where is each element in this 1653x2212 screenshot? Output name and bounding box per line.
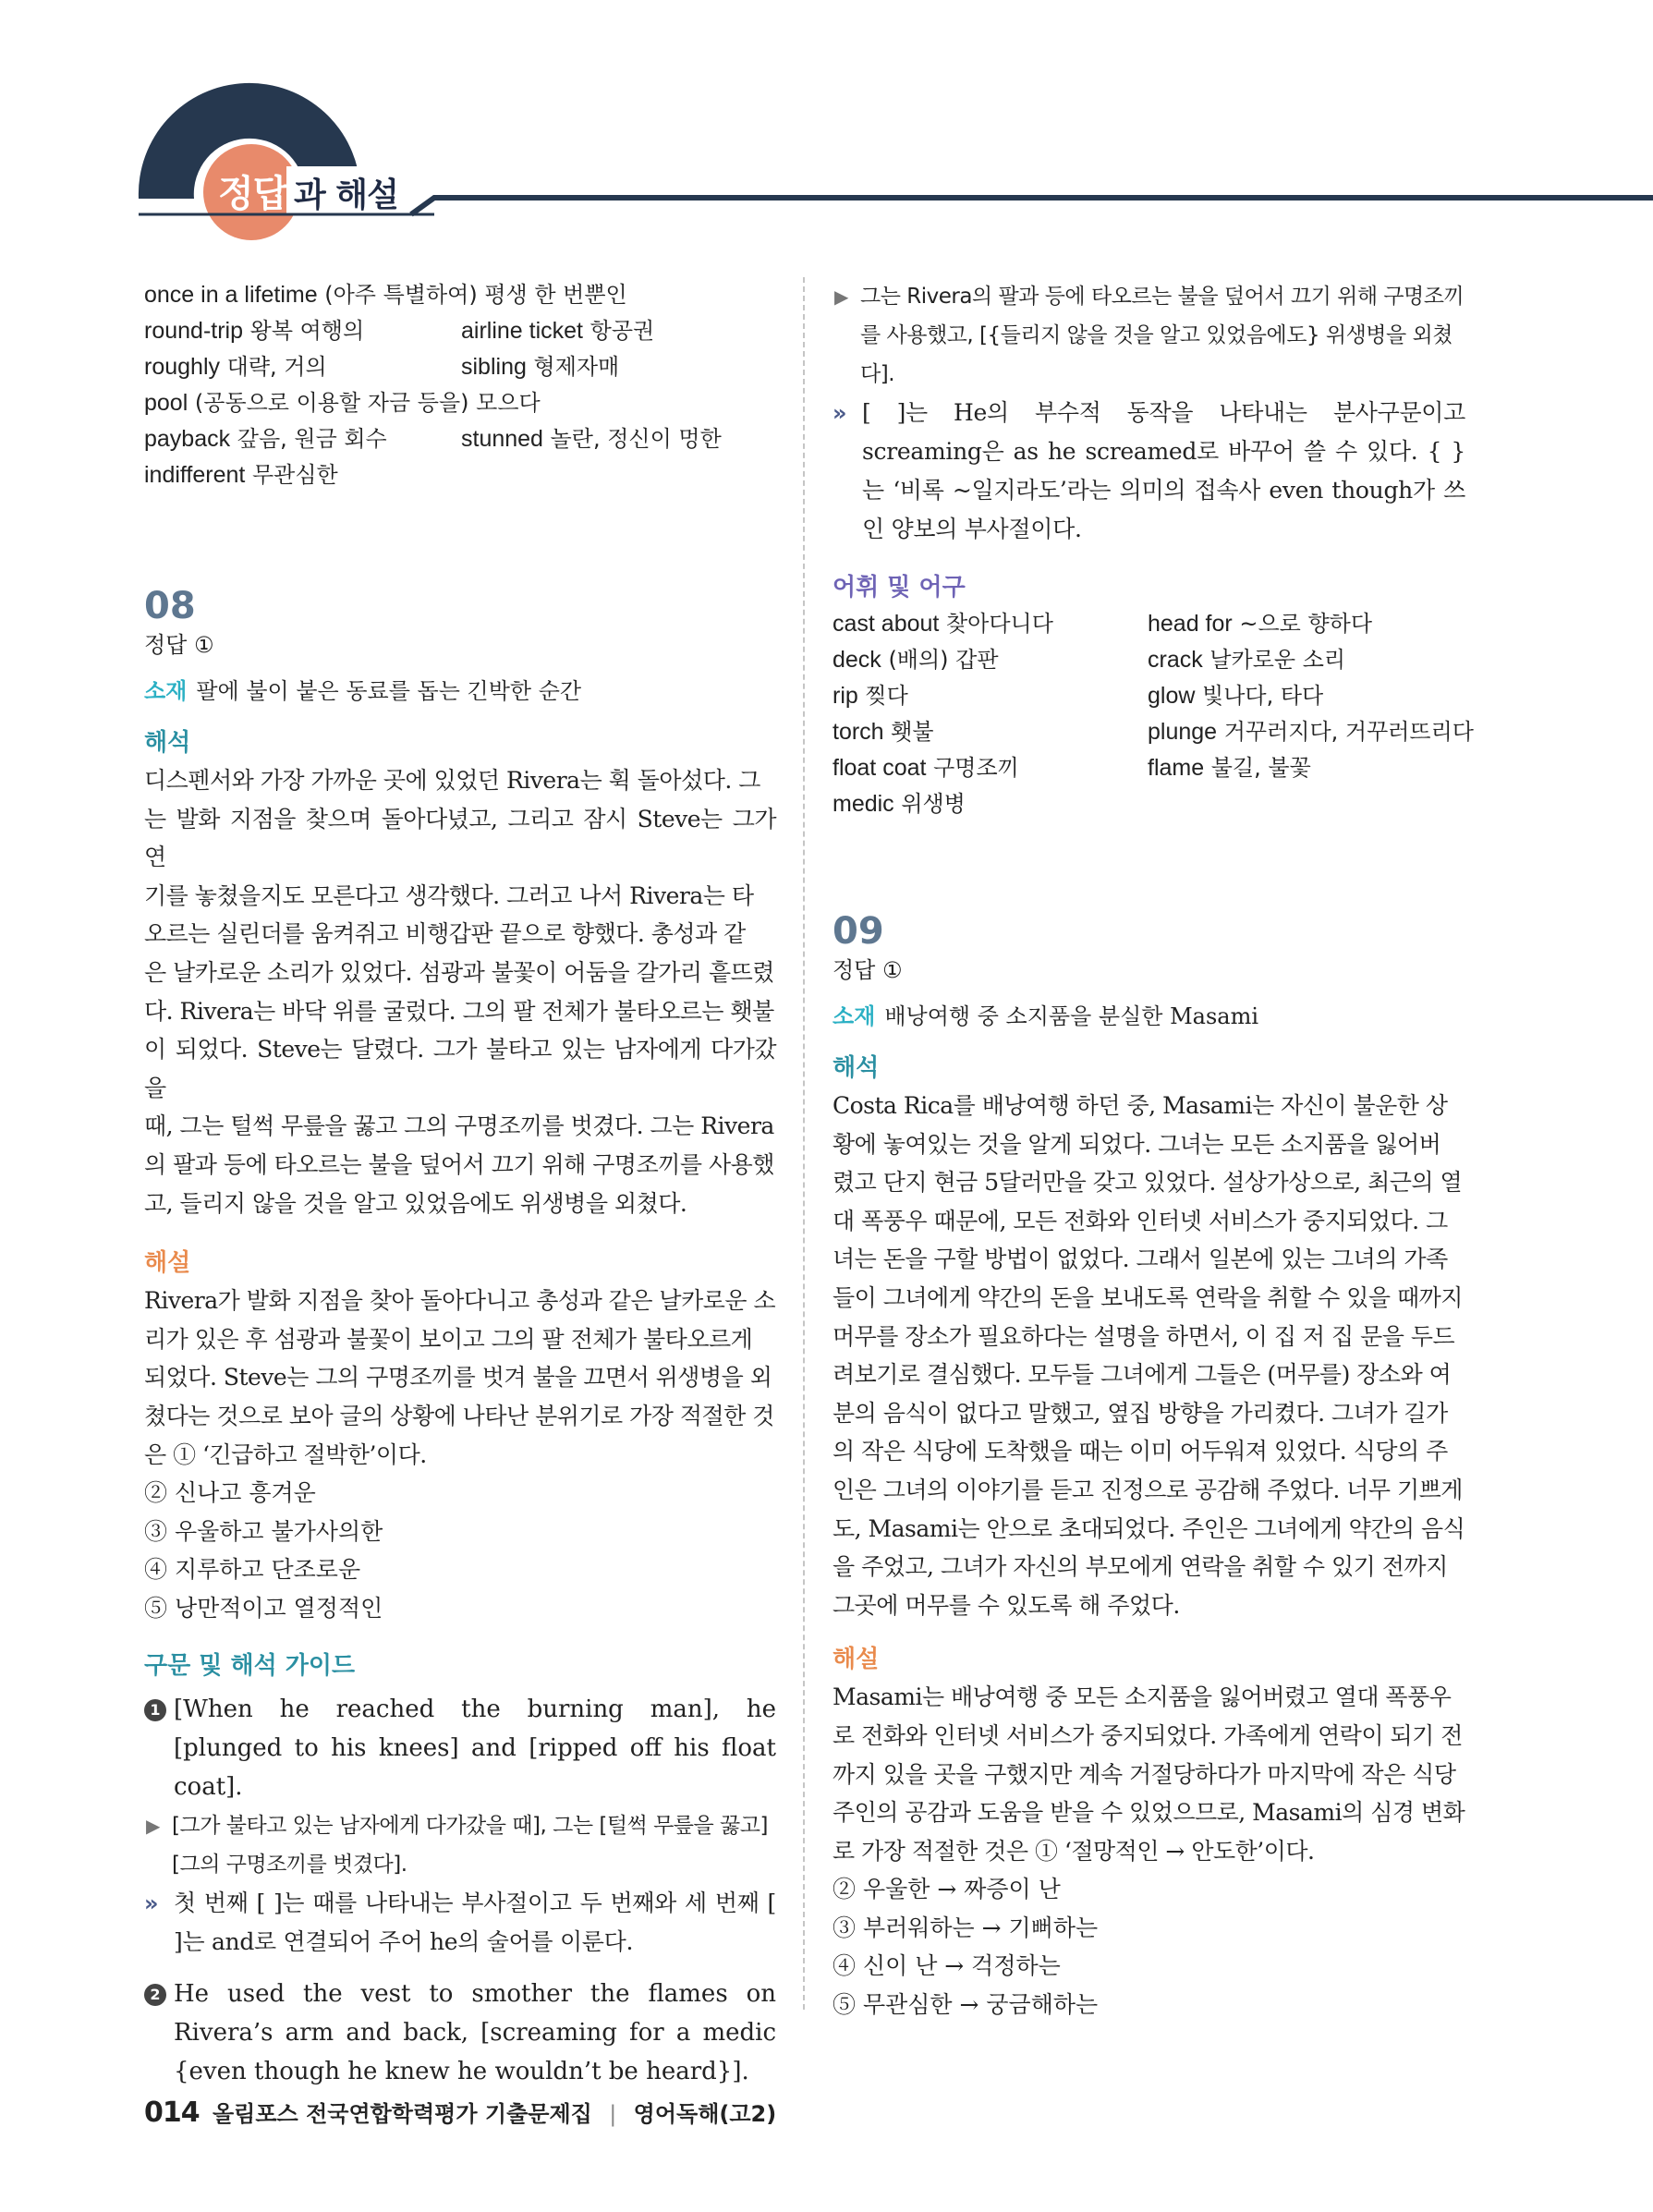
column-divider — [803, 277, 805, 2010]
vocab-item: glow 빛나다, 타다 — [1148, 683, 1324, 709]
vocab-item: medic 위생병 — [833, 791, 966, 817]
topic — [833, 996, 1465, 1037]
vocab-item: deck (배의) 갑판 — [833, 647, 999, 673]
topic-label: 소재 — [833, 1003, 876, 1029]
subject-title: 영어독해(고2) — [633, 2101, 777, 2127]
explanation-heading: 해설 — [144, 1249, 191, 1278]
vocab-item: rip 찢다 — [833, 683, 908, 709]
vocab-item — [461, 277, 776, 313]
answer-label: 정답 ① — [144, 632, 214, 658]
option-item: ⑤ 낭만적이고 열정적인 — [144, 1594, 383, 1622]
topic-label: 소재 — [144, 678, 188, 704]
topic-text: 팔에 불이 붙은 동료를 돕는 긴박한 순간 — [196, 678, 582, 704]
guide-sentence: He used the vest to smother the flames on Rivera’s arm and back, [screaming for a medic {even though he knew he wouldn’t be heard}]. — [174, 1980, 776, 2086]
explanation-text: Masami는 배낭여행 중 모든 소지품을 잃어버렸고 열대 폭풍우 로 전화와 인터넷 서비스가 중지되었다. 가족에게 연락이 되기 전 까지 있을 곳을 구했지만 계속 거절당하다가 마지막에 작은 식당 주인의 공감과 도움을 받을 수 있었으므로, Masami의 심경 변화 로 가장 적절한 것은 ① ‘절망적인 → 안도한’이다. — [833, 1683, 1465, 1865]
guide-sentence: [When he reached the burning man], he [plunged to his knees] and [ripped off his float coat]. — [174, 1695, 776, 1802]
guide-note: » [ ]는 He의 부수적 동작을 나타내는 분사구문이고 screaming은 as he screamed로 바꾸어 쓸 수 있다. { }는 ‘비록 ~일지라도’라는 의미의 접속사 even though가 쓰인 양보의 부사절이다. — [833, 394, 1465, 549]
vocab-item: stunned 놀란, 정신이 멍한 — [461, 426, 722, 452]
option-list — [833, 1870, 1465, 2024]
vocab-item: payback 갚음, 원금 회수 — [144, 426, 387, 452]
translation-heading: 해석 — [833, 1054, 880, 1082]
left-column — [144, 277, 776, 2091]
guide-item-2 — [144, 1975, 776, 2091]
vocab-heading: 어휘 및 어구 — [833, 574, 966, 602]
explanation-heading: 해설 — [833, 1646, 880, 1674]
vocab-item: sibling 형제자매 — [461, 354, 620, 380]
vocab-item: head for ~으로 향하다 — [1148, 611, 1373, 637]
question-number: 08 — [144, 585, 196, 627]
book-title: 올림포스 전국연합학력평가 기출문제집 — [212, 2101, 592, 2127]
vocab-item: indifferent 무관심한 — [144, 462, 338, 488]
guide-translation: ▶ [그가 불타고 있는 남자에게 다가갔을 때], 그는 [털썩 무릎을 꿇고] [그의 구명조끼를 벗겼다]. — [144, 1806, 776, 1884]
number-bullet-icon: 1 — [144, 1699, 166, 1721]
explanation-text: Rivera가 발화 지점을 찾아 돌아다니고 총성과 같은 날카로운 소 리가 있은 후 섬광과 불꽃이 보이고 그의 팔 전체가 불타오르게 되었다. Steve는 그의 구명조끼를 벗겨 불을 끄면서 위생병을 외 쳤다는 것으로 보아 글의 상황에 나타난 분위기로 가장 적절한 것 은 ① ‘긴급하고 절박한’이다. — [144, 1287, 776, 1468]
translation-text: Costa Rica를 배낭여행 하던 중, Masami는 자신이 불운한 상 황에 놓여있는 것을 알게 되었다. 그녀는 모든 소지품을 잃어버 렸고 단지 현금 5달러만을 갖고 있었다. 설상가상으로, 최근의 열 대 폭풍우 때문에, 모든 전화와 인터넷 서비스가 중지되었다. 그 녀는 돈을 구할 방법이 없었다. 그래서 일본에 있는 그녀의 가족 들이 그녀에게 약간의 돈을 보내도록 연락을 취할 수 있을 때까지 머무를 장소가 필요하다는 설명을 하면서, 이 집 저 집 문을 두드 려보기로 결심했다. 모두들 그녀에게 그들은 (머무를) 장소와 여 분의 음식이 없다고 말했고, 옆집 방향을 가리켰다. 그녀가 길가 의 작은 식당에 도착했을 때는 이미 어두워져 있었다. 식당의 주 인은 그녀의 이야기를 듣고 진정으로 공감해 주었다. 너무 기쁘게 도, Masami는 안으로 초대되었다. 주인은 그녀에게 약간의 음식 을 주었고, 그녀가 자신의 부모에게 연락을 취할 수 있기 전까지 그곳에 머무를 수 있도록 해 주었다. — [833, 1092, 1465, 1619]
header-title-main: 정답 — [218, 173, 288, 215]
footer-separator: | — [609, 2101, 617, 2127]
vocab-item: crack 날카로운 소리 — [1148, 647, 1346, 673]
vocab-item: flame 불길, 불꽃 — [1148, 755, 1311, 781]
vocab-item: float coat 구명조끼 — [833, 755, 1019, 781]
answer-label: 정답 ① — [833, 957, 903, 983]
guide-translation: ▶ 그는 Rivera의 팔과 등에 타오르는 불을 덮어서 끄기 위해 구명조끼를 사용했고, [{들리지 않을 것을 알고 있었음에도} 위생병을 외쳤다]. — [833, 277, 1465, 394]
option-item: ④ 신이 난 → 걱정하는 — [833, 1952, 1061, 1980]
vocab-list — [833, 606, 1474, 822]
vocab-item — [461, 457, 776, 493]
right-column — [833, 277, 1474, 2024]
page-header — [0, 0, 1653, 240]
vocab-item: roughly 대략, 거의 — [144, 354, 327, 380]
option-item: ③ 부러워하는 → 기뻐하는 — [833, 1914, 1099, 1941]
page-number: 014 — [144, 2097, 200, 2129]
guide-item-1 — [144, 1690, 776, 1806]
vocab-item: once in a lifetime (아주 특별하여) 평생 한 번뿐인 — [144, 282, 627, 308]
vocab-item: plunge 거꾸러지다, 거꾸러뜨리다 — [1148, 719, 1474, 745]
vocab-item: pool (공동으로 이용할 자금 등을) 모으다 — [144, 390, 541, 416]
translation-text: 디스펜서와 가장 가까운 곳에 있었던 Rivera는 휙 돌아섰다. 그 는 발화 지점을 찾으며 돌아다녔고, 그리고 잠시 Steve는 그가 연 기를 놓쳤을지도 모른다고 생각했다. 그러고 나서 Rivera는 타 오르는 실린더를 움켜쥐고 비행갑판 끝으로 향했다. 총성과 같 은 날카로운 소리가 있었다. 섬광과 불꽃이 어둠을 갈가리 흩뜨렸 다. Rivera는 바닥 위를 굴렀다. 그의 팔 전체가 불타오르는 횃불 이 되었다. Steve는 달렸다. 그가 불타고 있는 남자에게 다가갔을 때, 그는 털썩 무릎을 꿇고 그의 구명조끼를 벗겼다. 그는 Rivera 의 팔과 등에 타오르는 불을 덮어서 끄기 위해 구명조끼를 사용했 고, 들리지 않을 것을 알고 있었음에도 위생병을 외쳤다. — [144, 767, 776, 1217]
option-item: ③ 우울하고 불가사의한 — [144, 1517, 383, 1545]
translation-heading: 해석 — [144, 729, 191, 757]
option-item: ④ 지루하고 단조로운 — [144, 1556, 361, 1584]
option-item: ② 우울한 → 짜증이 난 — [833, 1876, 1061, 1903]
vocab-item — [461, 385, 776, 421]
vocab-list-top — [144, 277, 776, 493]
guide-note: » 첫 번째 [ ]는 때를 나타내는 부사절이고 두 번째와 세 번째 [ ]는 and로 연결되어 주어 he의 술어를 이룬다. — [144, 1884, 776, 1962]
question-number: 09 — [833, 910, 884, 953]
vocab-item — [1148, 786, 1474, 822]
vocab-item: airline ticket 항공권 — [461, 318, 655, 344]
vocab-item: cast about 찾아다니다 — [833, 611, 1053, 637]
option-list — [144, 1474, 776, 1627]
double-chevron-icon: » — [144, 1890, 159, 1917]
vocab-item: torch 횃불 — [833, 719, 934, 745]
vocab-item: round-trip 왕복 여행의 — [144, 318, 365, 344]
triangle-icon: ▶ — [146, 1815, 160, 1838]
number-bullet-icon: 2 — [144, 1984, 166, 2006]
option-item: ② 신나고 흥겨운 — [144, 1479, 316, 1507]
option-item: ⑤ 무관심한 → 궁금해하는 — [833, 1991, 1099, 2019]
triangle-icon: ▶ — [834, 286, 848, 308]
double-chevron-icon: » — [833, 400, 847, 426]
page-footer — [144, 2096, 776, 2133]
topic-text: 배낭여행 중 소지품을 분실한 Masami — [884, 1003, 1259, 1029]
guide-heading: 구문 및 해석 가이드 — [144, 1652, 356, 1681]
header-title-sub: 과 해설 — [294, 176, 398, 214]
topic — [144, 671, 776, 711]
